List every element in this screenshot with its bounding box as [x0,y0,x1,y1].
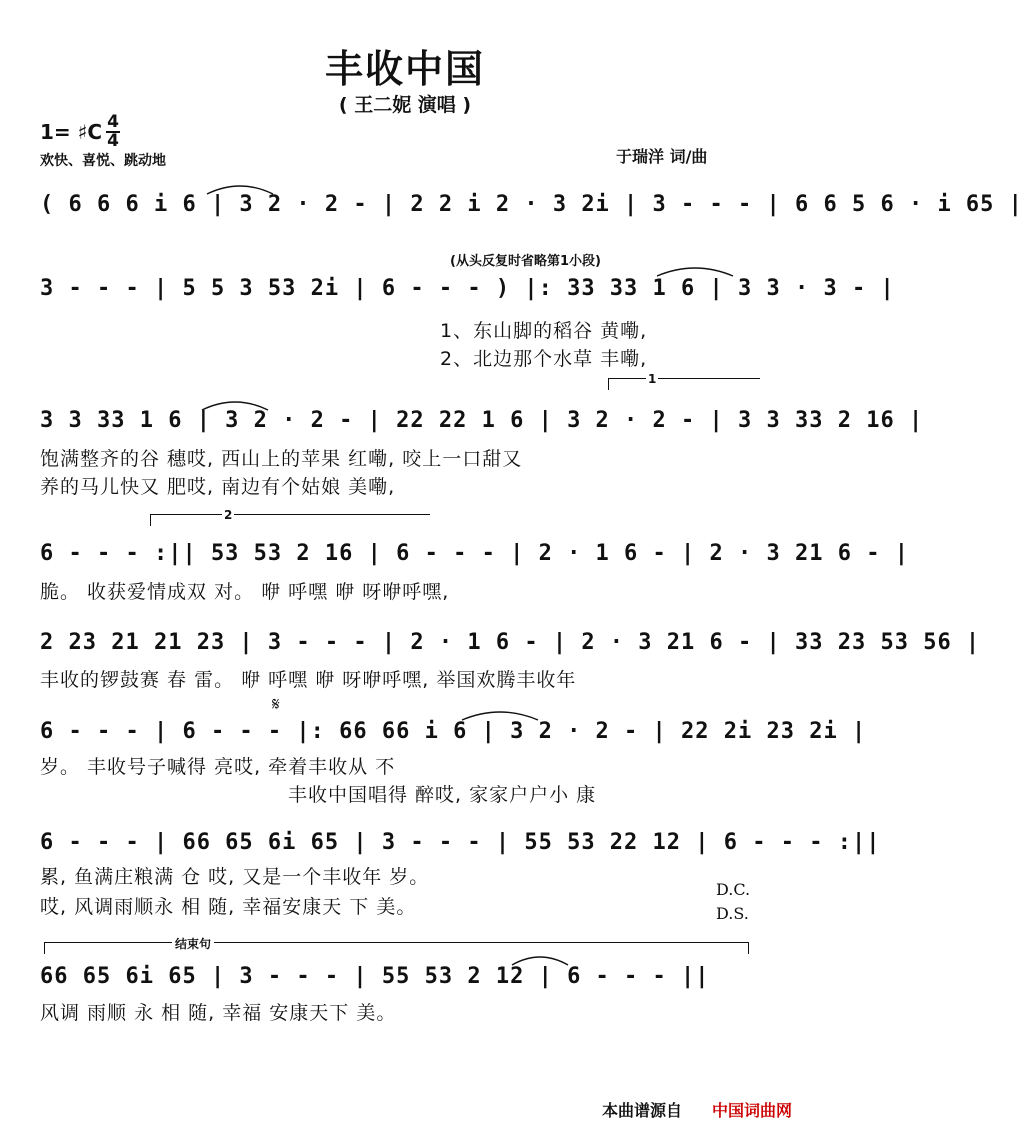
time-signature-bottom: 4 [107,131,119,151]
volta-1-bracket-left [608,378,609,390]
ending-bracket-right [748,942,749,954]
notation-row-5: 2 23 21 21 23 | 3 - - - | 2 · 1 6 - | 2 · 3 21 6 - | 33 23 53 56 | [40,630,981,655]
lyric-row-2-verse-2: 2、北边那个水草 丰嘞, [440,348,648,370]
volta-2-number: 2 [224,508,233,522]
volta-2-bracket-left [150,514,151,526]
volta-1-number: 1 [648,372,657,386]
lyric-row-7-verse-2: 哎, 风调雨顺永 相 随, 幸福安康天 下 美。 [40,896,417,918]
repeat-note: (从头反复时省略第1小段) [450,254,601,269]
slur-mark [510,953,570,967]
volta-2-bracket [150,514,430,515]
slur-mark [200,398,270,412]
lyric-row-3-verse-1: 饱满整齐的谷 穗哎, 西山上的苹果 红嘞, 咬上一口甜又 [40,448,523,470]
notation-row-3: 3 3 33 1 6 | 3 2 · 2 - | 22 22 1 6 | 3 2 · 2 - | 3 3 33 2 16 | [40,408,924,433]
song-title: 丰收中国 [324,47,485,91]
lyric-row-6-verse-2: 丰收中国唱得 醉哎, 家家户户小 康 [288,784,597,806]
lyric-row-8: 风调 雨顺 永 相 随, 幸福 安康天下 美。 [40,1002,397,1024]
volta-1-bracket [608,378,760,379]
singer-subtitle: ( 王二妮 演唱 ) [338,94,472,116]
dc-mark: D.C. [716,880,751,899]
time-signature-top: 4 [107,112,119,132]
lyric-row-4: 脆。 收获爱情成双 对。 咿 呼嘿 咿 呀咿呼嘿, [40,581,450,603]
notation-row-2: 3 - - - | 5 5 3 53 2i | 6 - - - ) |: 33 33 1 6 | 3 3 · 3 - | [40,276,895,301]
notation-row-6: 6 - - - | 6 - - - |: 66 66 i 6 | 3 2 · 2 - | 22 2i 23 2i | [40,719,867,744]
composer-credit: 于瑞洋 词/曲 [616,147,708,166]
lyric-row-3-verse-2: 养的马儿快又 肥哎, 南边有个姑娘 美嘞, [40,476,396,498]
ending-bracket-left [44,942,45,954]
notation-row-1: ( 6 6 6 i 6 | 3 2 · 2 - | 2 2 i 2 · 3 2i | 3 - - - | 6 6 5 6 · i 65 | [40,192,1023,217]
ending-label: 结束句 [172,935,214,952]
ending-bracket [44,942,748,943]
slur-mark [205,182,275,196]
ds-mark: D.S. [716,904,749,923]
lyric-row-2-verse-1: 1、东山脚的稻谷 黄嘞, [440,320,648,342]
tempo-marking: 欢快、喜悦、跳动地 [40,153,166,169]
footer-site-link[interactable]: 中国词曲网 [712,1101,793,1120]
notation-row-8: 66 65 6i 65 | 3 - - - | 55 53 2 12 | 6 - - - || [40,964,710,989]
segno-mark: 𝄋 [272,694,280,715]
notation-row-4: 6 - - - :|| 53 53 2 16 | 6 - - - | 2 · 1 6 - | 2 · 3 21 6 - | [40,541,909,566]
lyric-row-5: 丰收的锣鼓赛 春 雷。 咿 呼嘿 咿 呀咿呼嘿, 举国欢腾丰收年 [40,669,577,691]
slur-mark [655,264,735,278]
key-signature: 1= ♯C [40,120,102,144]
time-signature [106,114,120,150]
lyric-row-7-verse-1: 累, 鱼满庄粮满 仓 哎, 又是一个丰收年 岁。 [40,866,430,888]
slur-mark [460,708,540,722]
notation-row-7: 6 - - - | 66 65 6i 65 | 3 - - - | 55 53 22 12 | 6 - - - :|| [40,830,881,855]
lyric-row-6-verse-1: 岁。 丰收号子喊得 亮哎, 牵着丰收从 不 [40,756,396,778]
footer-source-label: 本曲谱源自 [602,1101,683,1120]
